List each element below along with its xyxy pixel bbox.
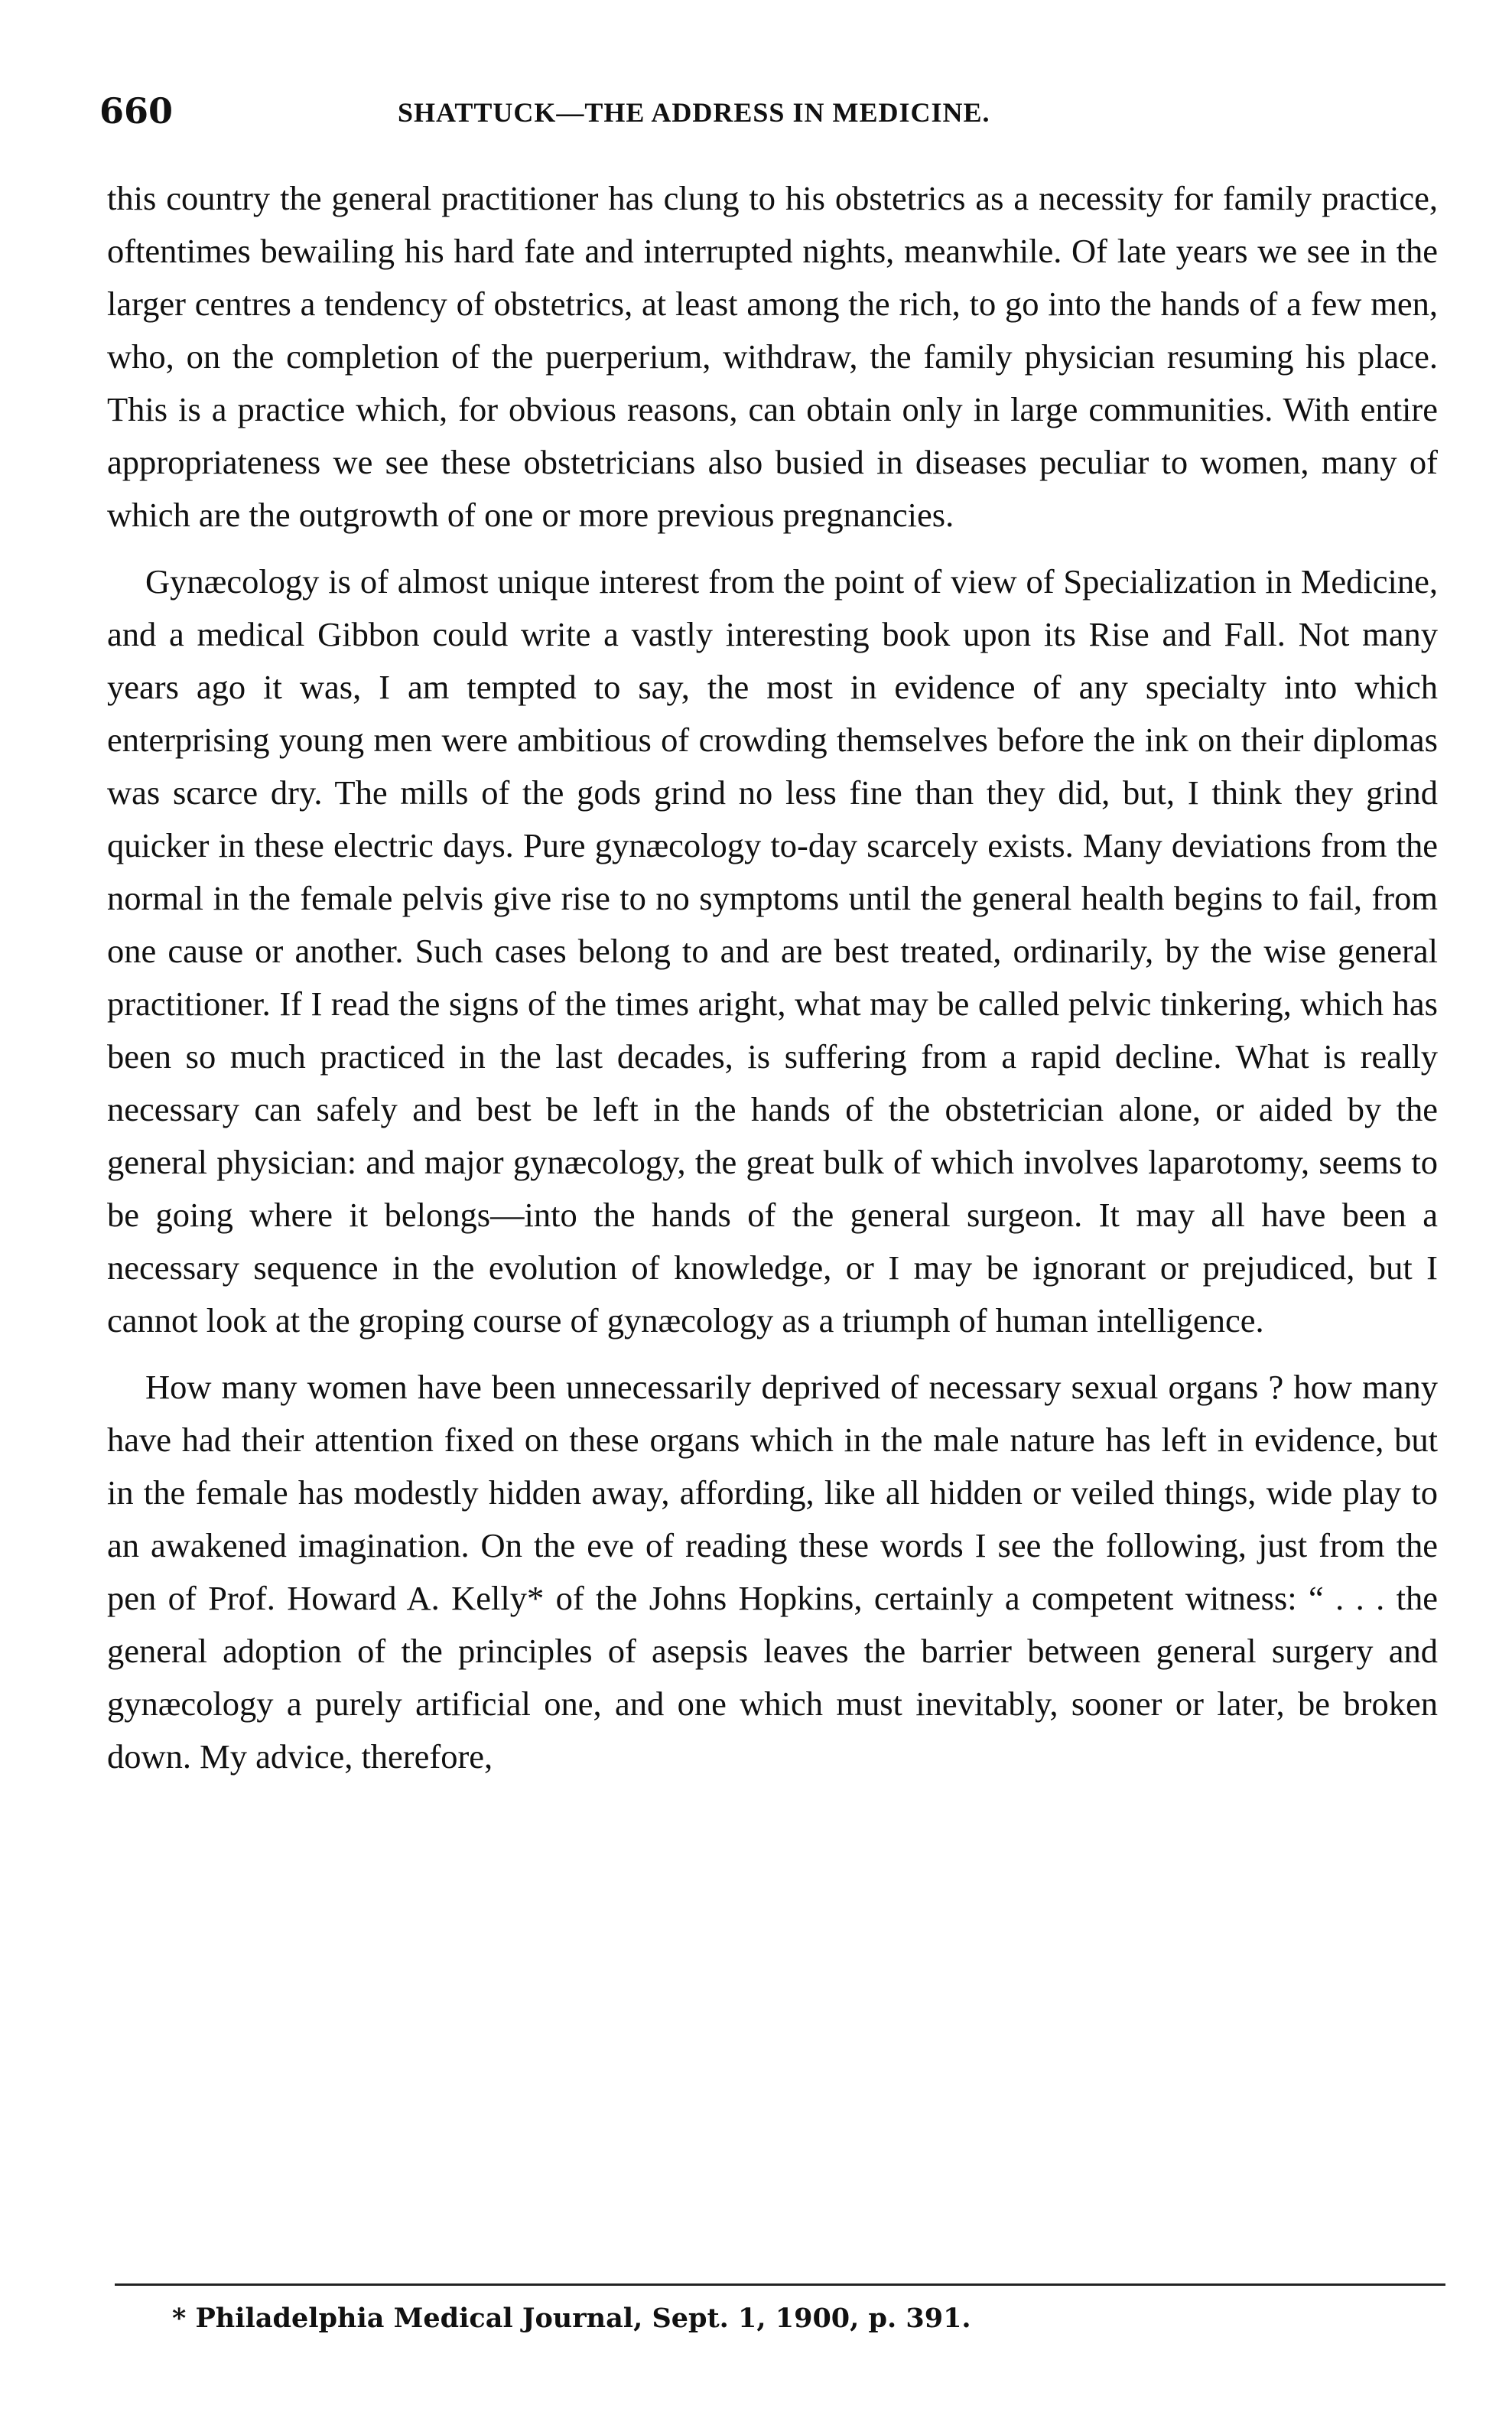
- running-head: SHATTUCK—THE ADDRESS IN MEDICINE.: [398, 97, 990, 128]
- page-header: [99, 90, 1445, 136]
- page-number: 660: [99, 90, 174, 132]
- body-text: [107, 172, 1438, 1797]
- footnote-divider: [115, 2283, 1445, 2286]
- paragraph-3: How many women have been unnecessarily deprived of necessary sexual organs ? how many have had their attention fixed on these organs which in the male nature has left in evidence, but in the female has modestly hidden away, affording, like all hidden or veiled things, wide play to an awakened imagination. On the eve of reading these words I see the following, just from the pen of Prof. Howard A. Kelly* of the Johns Hopkins, certainly a competent witness: “ . . . the general adoption of the principles of asepsis leaves the barrier between general surgery and gynæcology a purely artificial one, and one which must inevitably, sooner or later, be broken down. My advice, therefore,: [107, 1368, 1438, 1776]
- paragraph-1: this country the general practitioner has clung to his obstetrics as a necessity for family practice, oftentimes bewailing his hard fate and interrupted nights, meanwhile. Of late years we see in the larger centres a tendency of obstetrics, at least among the rich, to go into the hands of a few men, who, on the completion of the puerperium, withdraw, the family physician resuming his place. This is a practice which, for obvious reasons, can obtain only in large communities. With entire appropriateness we see these obstetricians also busied in diseases peculiar to women, many of which are the outgrowth of one or more previous pregnancies.: [107, 179, 1438, 534]
- paragraph-2: Gynæcology is of almost unique interest from the point of view of Specialization in Medicine, and a medical Gibbon could write a vastly interesting book upon its Rise and Fall. Not many years ago it was, I am tempted to say, the most in evidence of any specialty into which enterprising young men were ambitious of crowding themselves before the ink on their diplomas was scarce dry. The mills of the gods grind no less fine than they did, but, I think they grind quicker in these electric days. Pure gynæcology to-day scarcely exists. Many deviations from the normal in the female pelvis give rise to no symptoms until the general health begins to fail, from one cause or another. Such cases belong to and are best treated, ordinarily, by the wise general practitioner. If I read the signs of the times aright, what may be called pelvic tinkering, which has been so much practiced in the last decades, is suffering from a rapid decline. What is really necessary can safely and best be left in the hands of the obstetrician alone, or aided by the general physician: and major gynæcology, the great bulk of which involves laparotomy, seems to be going where it belongs—into the hands of the general surgeon. It may all have been a necessary sequence in the evolution of knowledge, or I may be ignorant or prejudiced, but I cannot look at the groping course of gynæcology as a triumph of human intelligence.: [107, 562, 1438, 1339]
- footnote: * Philadelphia Medical Journal, Sept. 1, 1900, p. 391.: [172, 2303, 971, 2334]
